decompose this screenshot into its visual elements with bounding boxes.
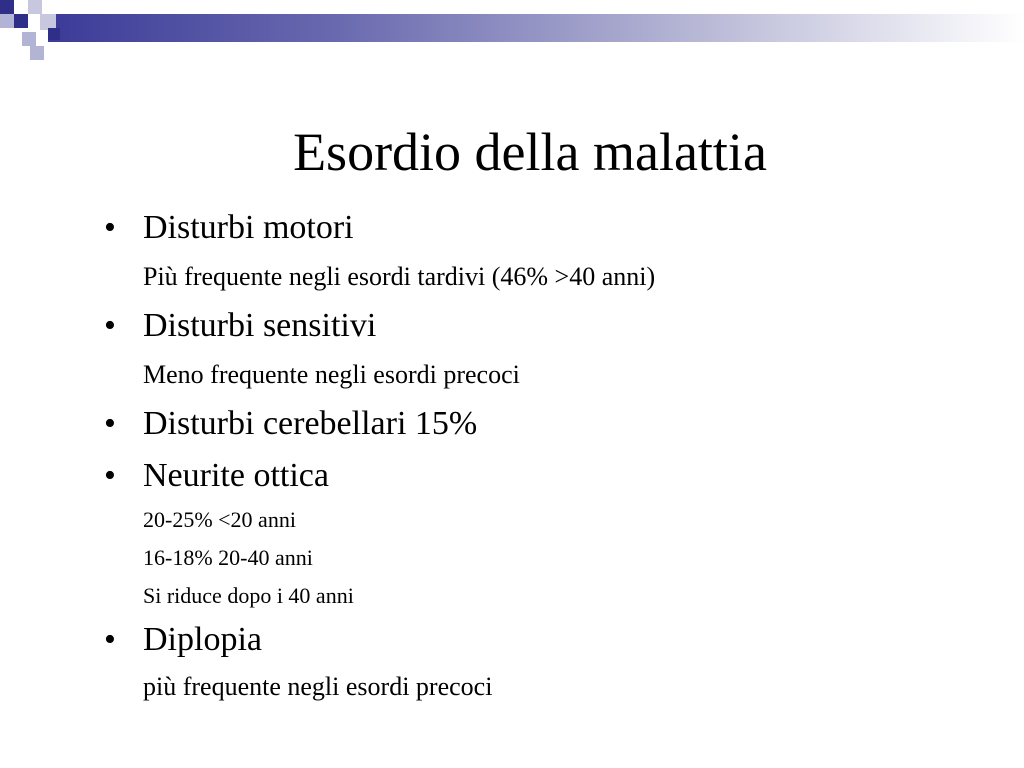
- bullet-item: [100, 208, 1000, 248]
- corner-square-decoration: [28, 0, 42, 14]
- corner-square-decoration: [14, 14, 28, 28]
- bullet-label: Disturbi cerebellari 15%: [143, 405, 478, 442]
- bullet-subtext: Meno frequente negli esordi precoci: [143, 360, 520, 389]
- bullet-label: Neurite ottica: [143, 457, 329, 494]
- corner-square-decoration: [48, 28, 60, 40]
- bullet-subtext: più frequente negli esordi precoci: [143, 672, 493, 701]
- corner-square-decoration: [30, 46, 44, 60]
- bullet-dot: •: [104, 307, 116, 344]
- bullet-list: [100, 208, 1000, 704]
- bullet-dot: •: [104, 457, 116, 494]
- bullet-dot: •: [104, 209, 116, 246]
- bullet-label: Diplopia: [143, 621, 262, 658]
- corner-square-decoration: [0, 14, 14, 28]
- corner-square-decoration: [14, 0, 28, 14]
- bullet-subtext: 20-25% <20 anni: [143, 507, 296, 532]
- bullet-item: [100, 456, 1000, 496]
- bullet-subtext: Si riduce dopo i 40 anni: [143, 583, 354, 608]
- bullet-item: [100, 620, 1000, 660]
- bullet-label: Disturbi sensitivi: [143, 307, 377, 344]
- corner-square-decoration: [22, 32, 36, 46]
- bullet-dot: •: [104, 621, 116, 658]
- bullet-label: Disturbi motori: [143, 209, 354, 246]
- header-gradient-bar: [48, 14, 1024, 42]
- corner-square-decoration: [0, 0, 14, 14]
- bullet-subtext: 16-18% 20-40 anni: [143, 545, 313, 570]
- slide-title: Esordio della malattia: [293, 122, 767, 182]
- corner-square-decoration: [0, 28, 14, 42]
- bullet-item: [100, 404, 1000, 444]
- bullet-dot: •: [104, 405, 116, 442]
- bullet-subtext: Più frequente negli esordi tardivi (46% >40 anni): [143, 262, 656, 291]
- bullet-item: [100, 306, 1000, 346]
